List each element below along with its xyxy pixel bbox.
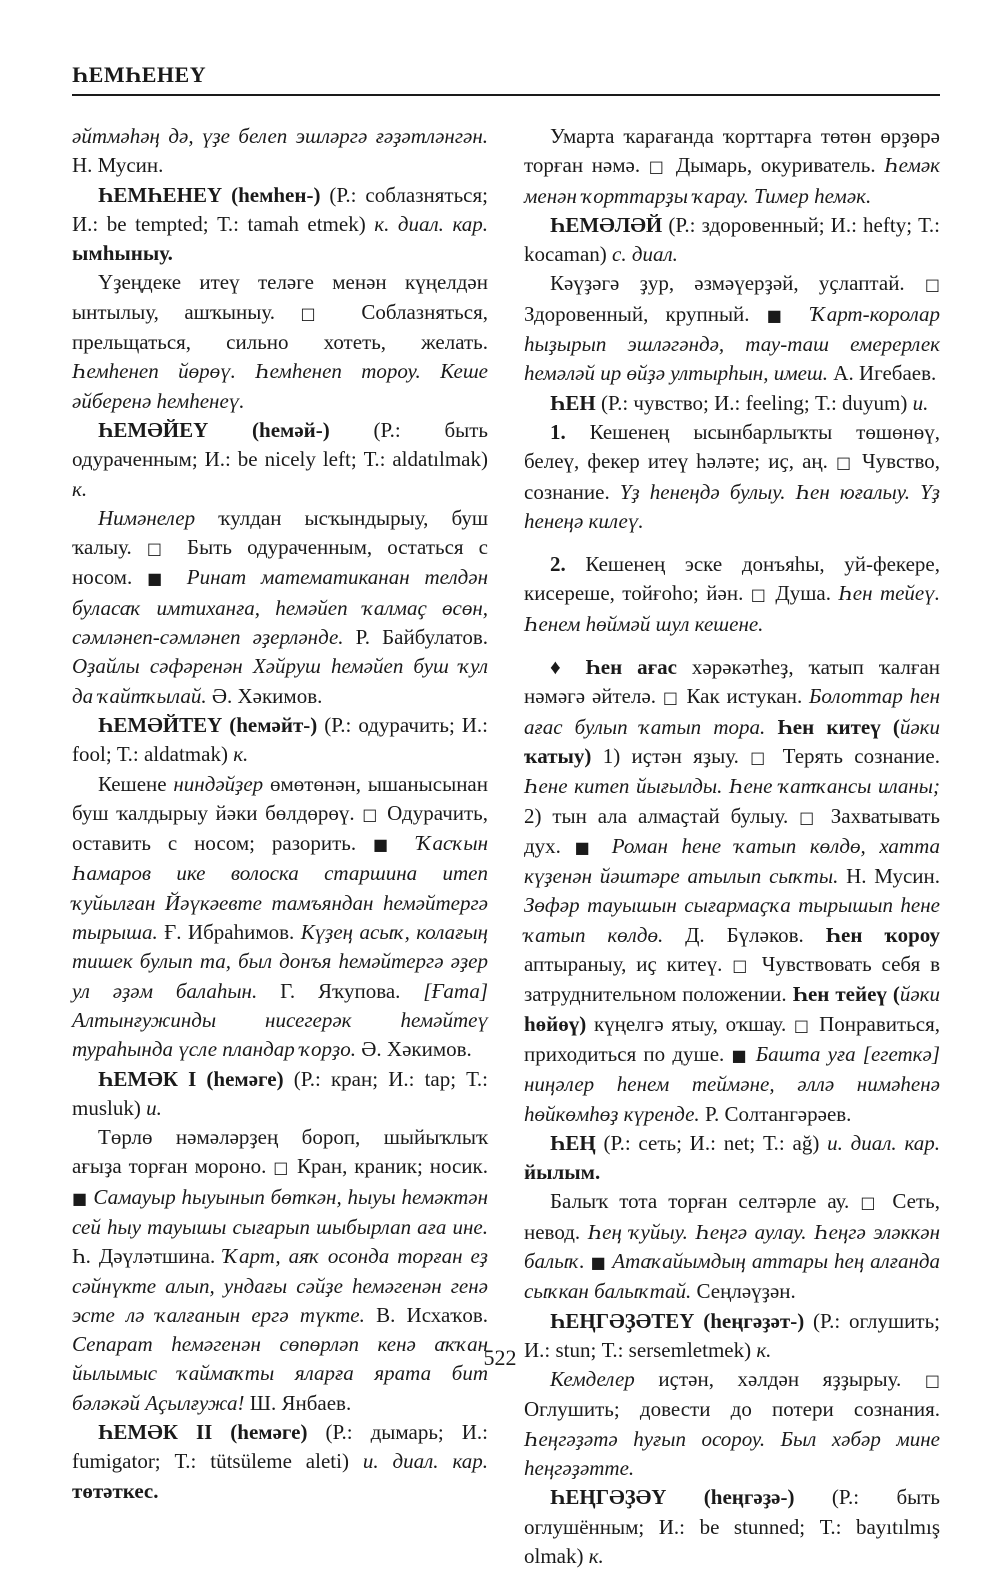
russian-translation: Одурачить, оставить с носом; разорить. xyxy=(72,800,488,856)
cross-reference: йылым. xyxy=(524,1160,601,1185)
quotation: [Ғата] Алтынғужинды нисегерәк һемәйтеү тураһында үсле пландар ҡорҙо. xyxy=(72,978,489,1062)
part-of-speech: к. диал. кар. xyxy=(374,211,488,236)
source: Ғ. Ибраһимов. xyxy=(157,920,301,945)
cross-reference: ымһыныу. xyxy=(72,241,173,266)
example: әйтмәһәң дә, үҙе белеп эшләргә ғәҙәтләнгән. xyxy=(72,124,488,148)
idiom-phrase: Һен ҡороу xyxy=(825,922,940,947)
object-marker: ниндәйҙер xyxy=(173,771,264,796)
idiom-marker-icon: ♦ xyxy=(550,655,571,680)
left-column xyxy=(72,122,488,1506)
russian-translation: Душа. xyxy=(767,581,839,606)
russian-translation: Сеть, невод. xyxy=(524,1189,940,1244)
source: Һ. Дәүләтшина. xyxy=(72,1244,224,1269)
headword: ҺЕМӘЛӘЙ xyxy=(550,212,663,237)
translations: (Р.: кран; И.: tap; Т.: musluk) xyxy=(72,1066,488,1120)
part-of-speech: к. xyxy=(72,476,88,501)
translation-marker-icon: □ xyxy=(860,1193,882,1213)
quotation: Зөфәр тауышын сығармаҫҡа тырышып һене ҡатып көлдө. xyxy=(524,893,940,947)
usage-examples: Һең ҡуйыу. Һеңгә аулау. Һеңгә эләккән балыҡ. xyxy=(524,1219,940,1273)
translation-marker-icon: □ xyxy=(924,275,940,295)
source: Р. Байбулатов. xyxy=(343,625,488,650)
headword: ҺЕҢГӘҘӘҮ (һеңгәҙә-) xyxy=(550,1485,795,1510)
translation-marker-icon: □ xyxy=(648,157,668,177)
idiom-definition: күңелгә ятыу, оҡшау. xyxy=(586,1011,794,1036)
part-of-speech: и. xyxy=(146,1095,162,1120)
translations: (Р.: соблазняться; И.: be tempted; Т.: tamah etmek) xyxy=(72,182,488,236)
translations: (Р.: быть одураченным; И.: be nicely left; Т.: aldatılmak) xyxy=(72,417,488,472)
quotation: Самауыр һыуынып бөткән, һыуы һемәктән сей һыу тауышы сығарып шыбырлап аға ине. xyxy=(72,1184,489,1239)
object-marker: Нимәнелер xyxy=(98,505,196,530)
idiom-phrase: Һен тейеү ( xyxy=(792,982,900,1007)
entry-heng xyxy=(524,1129,940,1188)
russian-translation: Кран, краник; носик. xyxy=(290,1154,488,1179)
russian-translation: Чувство, сознание. xyxy=(524,449,940,504)
quotation: Ринат математиканан телдән буласаҡ имтиханға, һемәйеп ҡалмаҫ өсөн, сәмләнеп-сәмләнеп әҙерләнде. xyxy=(72,565,488,650)
translation-marker-icon: □ xyxy=(750,585,768,605)
translations: (Р.: дымарь; И.: fumigator; Т.: tütsüleme aleti) xyxy=(72,1420,488,1474)
translation-marker-icon: □ xyxy=(836,453,854,473)
translation-marker-icon: □ xyxy=(362,804,380,824)
quotation: Роман һене ҡатып көлдө, хатта күҙенән йәштәре атылып сыҡты. xyxy=(524,833,940,889)
entry-definition xyxy=(72,1123,488,1418)
russian-translation: Чувствовать себя в затруднительном положении. xyxy=(524,952,941,1007)
part-of-speech: и. xyxy=(912,390,929,415)
translations: (Р.: оглушить; И.: stun; Т.: sersemletmek) xyxy=(524,1308,941,1362)
translation-marker-icon: □ xyxy=(300,303,336,323)
russian-translation: Быть одураченным, остаться с носом. xyxy=(72,535,488,590)
source: Сеңләүҙән. xyxy=(691,1279,796,1304)
translation-marker-icon: □ xyxy=(793,1015,812,1035)
russian-translation: Соблазняться, прельщаться, сильно хотеть, желать. xyxy=(72,299,488,355)
sense-1 xyxy=(524,418,940,536)
translation-marker-icon: □ xyxy=(146,539,172,559)
entry-definition xyxy=(524,269,940,388)
example-marker-icon: ■ xyxy=(574,837,599,857)
definition: өмөтөнән, ышанысынан буш ҡалдырыу йәки бөлдөрөү. xyxy=(72,771,488,825)
object-marker: Кемделер xyxy=(550,1367,635,1392)
sense-2 xyxy=(524,550,940,639)
part-of-speech: и. диал. кар. xyxy=(362,1449,488,1474)
source: Ә. Хәкимов. xyxy=(356,1037,472,1062)
translation-marker-icon: □ xyxy=(799,807,820,827)
quotation: Ҡасҡын Һамаров ике волоска старшина итеп ҡуйылған Йәүкәевте тамъяндан һемәйтергә тырыша. xyxy=(72,831,488,945)
quotation: Оҙайлы сәфәренән Хәйруш һемәйеп буш ҡул да ҡайтҡылай. xyxy=(72,654,488,708)
entry-definition xyxy=(72,268,488,415)
definition: Үҙеңдеке итеү теләге менән күңелдән ынтылыу, ашҡыныу. xyxy=(72,270,488,324)
source: Г. Яҡупова. xyxy=(257,978,424,1003)
example-marker-icon: ■ xyxy=(766,305,794,325)
alt-marker: йәки xyxy=(899,982,940,1007)
definition-prefix: Кешене xyxy=(98,771,174,796)
translation-marker-icon: □ xyxy=(662,688,680,708)
idioms-block xyxy=(524,653,940,1129)
example-marker-icon: ■ xyxy=(147,569,172,589)
idiom-phrase-alt: ҡатыу) xyxy=(524,743,592,768)
usage-example: Һене китеп йығылды. Һене ҡатҡансы иланы; xyxy=(524,774,940,799)
definition: ҡулдан ысҡындырыу, буш ҡалыу. xyxy=(72,505,488,560)
russian-translation: Оглушить; довести до потери сознания. xyxy=(524,1397,940,1422)
source: Ә. Хәкимов. xyxy=(206,683,323,708)
quotation: Ҡарт-королар һыҙырып эшләгәндә, тау-таш емерерлек һемәләй ир өйҙә ултырһын, имеш. xyxy=(524,301,941,386)
sense-number: 1. xyxy=(550,419,566,444)
translations: (Р.: одурачить; И.: fool; Т.: aldatmak) xyxy=(72,712,488,767)
definition: Кәүҙәгә ҙур, әзмәүерҙәй, уҫлаптай. xyxy=(550,271,925,296)
idiom-phrase-alt: һөйөү) xyxy=(524,1011,587,1036)
russian-translation: Захватывать дух. xyxy=(524,803,940,858)
russian-translation: Дымарь, окуриватель. xyxy=(667,153,885,178)
part-of-speech: и. диал. кар. xyxy=(827,1130,940,1155)
source: А. Игебаев. xyxy=(828,361,937,386)
idiom-phrase: Һен китеү ( xyxy=(765,714,900,739)
quotation: Сепарат һемәгенән сөпөрләп кенә аҡҡан йылымыс ҡаймаҡты яларға ярата бит бәләкәй Аҫылғужа! xyxy=(72,1332,488,1415)
idiom-phrase: Һен ағас xyxy=(585,655,677,680)
source: Р. Солтангәрәев. xyxy=(699,1101,852,1126)
entry-definition xyxy=(524,1365,940,1483)
russian-translation: Понравиться, приходиться по душе. xyxy=(524,1011,940,1066)
part-of-speech: к. xyxy=(756,1337,772,1362)
usage-example: Болоттар һен ағас булып ҡатып тора. xyxy=(524,684,940,739)
entry-definition xyxy=(524,122,940,211)
idiom-sense: 1) иҫтән яҙыу. xyxy=(591,743,751,768)
usage-examples: Һен тейеү. Һенем һөймәй шул кешене. xyxy=(524,581,940,636)
translation-marker-icon: □ xyxy=(273,1158,291,1178)
idiom-definition: хәрәкәтһеҙ, ҡатып ҡалған нәмәгә әйтелә. xyxy=(524,655,941,709)
translations: (Р.: чувство; И.: feeling; Т.: duyum) xyxy=(595,390,913,415)
headword: ҺЕМӘЙЕҮ (һемәй-) xyxy=(98,417,330,442)
part-of-speech: к. xyxy=(588,1543,604,1568)
russian-translation: Как истукан. xyxy=(679,684,810,709)
definition: Умарта ҡарағанда ҡорттарға төтөн өрҙөрә торған нәмә. xyxy=(524,124,940,178)
idiom-definition: аптыраныу, иҫ китеү. xyxy=(524,952,733,977)
quotation: Күҙең асыҡ, колағың тишек булып та, был донъя һемәйтергә әҙер ул әҙәм балаһын. xyxy=(72,920,488,1003)
headword: ҺЕҢ xyxy=(550,1130,596,1155)
source: Н. Мусин. xyxy=(72,153,164,178)
translations: (Р.: быть оглушённым; И.: be stunned; Т.: bayıtılmış olmak) xyxy=(524,1485,940,1568)
translations: (Р.: здоровенный; И.: hefty; Т.: kocaman) xyxy=(524,212,940,267)
headword: ҺЕҢГӘҘӘТЕҮ (һеңгәҙәт-) xyxy=(550,1308,805,1333)
entry-henggazau xyxy=(524,1483,940,1571)
russian-translation: Терять сознание. xyxy=(771,743,940,768)
part-of-speech: к. xyxy=(233,742,249,767)
part-of-speech: с. диал. xyxy=(612,242,678,267)
source: В. Исхаҡов. xyxy=(364,1302,488,1327)
page-number: 522 xyxy=(483,1345,517,1370)
entry-hemayeu xyxy=(72,416,488,504)
entry-definition xyxy=(72,770,488,1065)
entry-hen xyxy=(524,389,940,418)
source: Ш. Янбаев. xyxy=(244,1390,352,1415)
definition: Балыҡ тота торған селтәрле ау. xyxy=(550,1189,861,1214)
sense-number: 2. xyxy=(550,552,566,577)
entry-hemheneu xyxy=(72,181,488,269)
usage-examples: Һемәк менән ҡорттарҙы ҡарау. Тимер һемәк. xyxy=(524,153,940,208)
headword: ҺЕМҺЕНЕҮ (һемһен-) xyxy=(98,182,321,207)
example-marker-icon: ■ xyxy=(72,1188,88,1208)
entry-hemak-1 xyxy=(72,1065,488,1124)
definition: Төрлө нәмәләрҙең бороп, шыйыҡлыҡ ағыҙа торған мороно. xyxy=(72,1125,488,1179)
definition: Кешенең эске донъяһы, уй-фекере, кисереше, тойғоһо; йән. xyxy=(524,552,940,606)
alt-marker: йәки xyxy=(899,714,940,739)
example-marker-icon: ■ xyxy=(373,835,400,855)
quotation: Башта уға [егеткә] ниңәлер һенем теймәне, әллә нимәһенә һөйкөмһөҙ күренде. xyxy=(524,1041,941,1126)
translation-marker-icon: □ xyxy=(750,747,772,767)
usage-examples: Үҙ һенеңдә булыу. Һен юғалыу. Үҙ һенеңә килеү. xyxy=(524,479,940,533)
translation-marker-icon: □ xyxy=(924,1371,940,1391)
headword: ҺЕМӘЙТЕҮ (һемәйт-) xyxy=(98,712,318,737)
headword: ҺЕН xyxy=(550,390,596,415)
continued-entry xyxy=(72,122,488,181)
usage-examples: Һеңгәҙәтә һуғып осороу. Был хәбәр мине һеңгәҙәтте. xyxy=(524,1426,940,1481)
quotation: Ҡарт, аяҡ осонда торған еҙ сәйнүкте алып, ундағы сәйҙе һемәгенән генә эсте лә ҡалғанын ергә түкте. xyxy=(72,1244,488,1327)
headword: ҺЕМӘК II (һемәге) xyxy=(98,1420,308,1445)
entry-definition xyxy=(524,1187,940,1306)
russian-translation: Здоровенный, крупный. xyxy=(524,301,767,326)
headword: ҺЕМӘК I (һемәге) xyxy=(98,1066,284,1091)
entry-hemak-2 xyxy=(72,1418,488,1506)
entry-hemalay xyxy=(524,211,940,270)
source: Н. Мусин. xyxy=(838,864,940,889)
cross-reference: төтәткес. xyxy=(72,1478,159,1503)
entry-definition xyxy=(72,504,488,711)
running-head: ҺЕМҺЕНЕҮ xyxy=(72,62,207,87)
page-header xyxy=(72,62,940,96)
entry-hemayteu xyxy=(72,711,488,770)
translation-marker-icon: □ xyxy=(732,956,752,976)
usage-examples: Һемһенеп йөрөү. Һемһенеп тороу. Кеше әйберенә һемһенеү. xyxy=(72,359,488,413)
definition: иҫтән, хәлдән яҙҙырыу. xyxy=(634,1367,925,1392)
translations: (Р.: сеть; И.: net; Т.: ağ) xyxy=(595,1130,828,1155)
example-marker-icon: ■ xyxy=(590,1252,607,1272)
idiom-sense: 2) тын ала алмаҫтай булыу. xyxy=(524,803,800,828)
example-marker-icon: ■ xyxy=(731,1045,749,1065)
quotation: Атаҡайымдың аттары һең алғанда сыҡкан балыҡтай. xyxy=(524,1248,941,1304)
definition: Кешенең ысынбарлыҡты төшөнөү, белеү, фекер итеү һәләте; иҫ, аң. xyxy=(524,419,940,474)
source: Д. Бүләков. xyxy=(663,922,826,947)
